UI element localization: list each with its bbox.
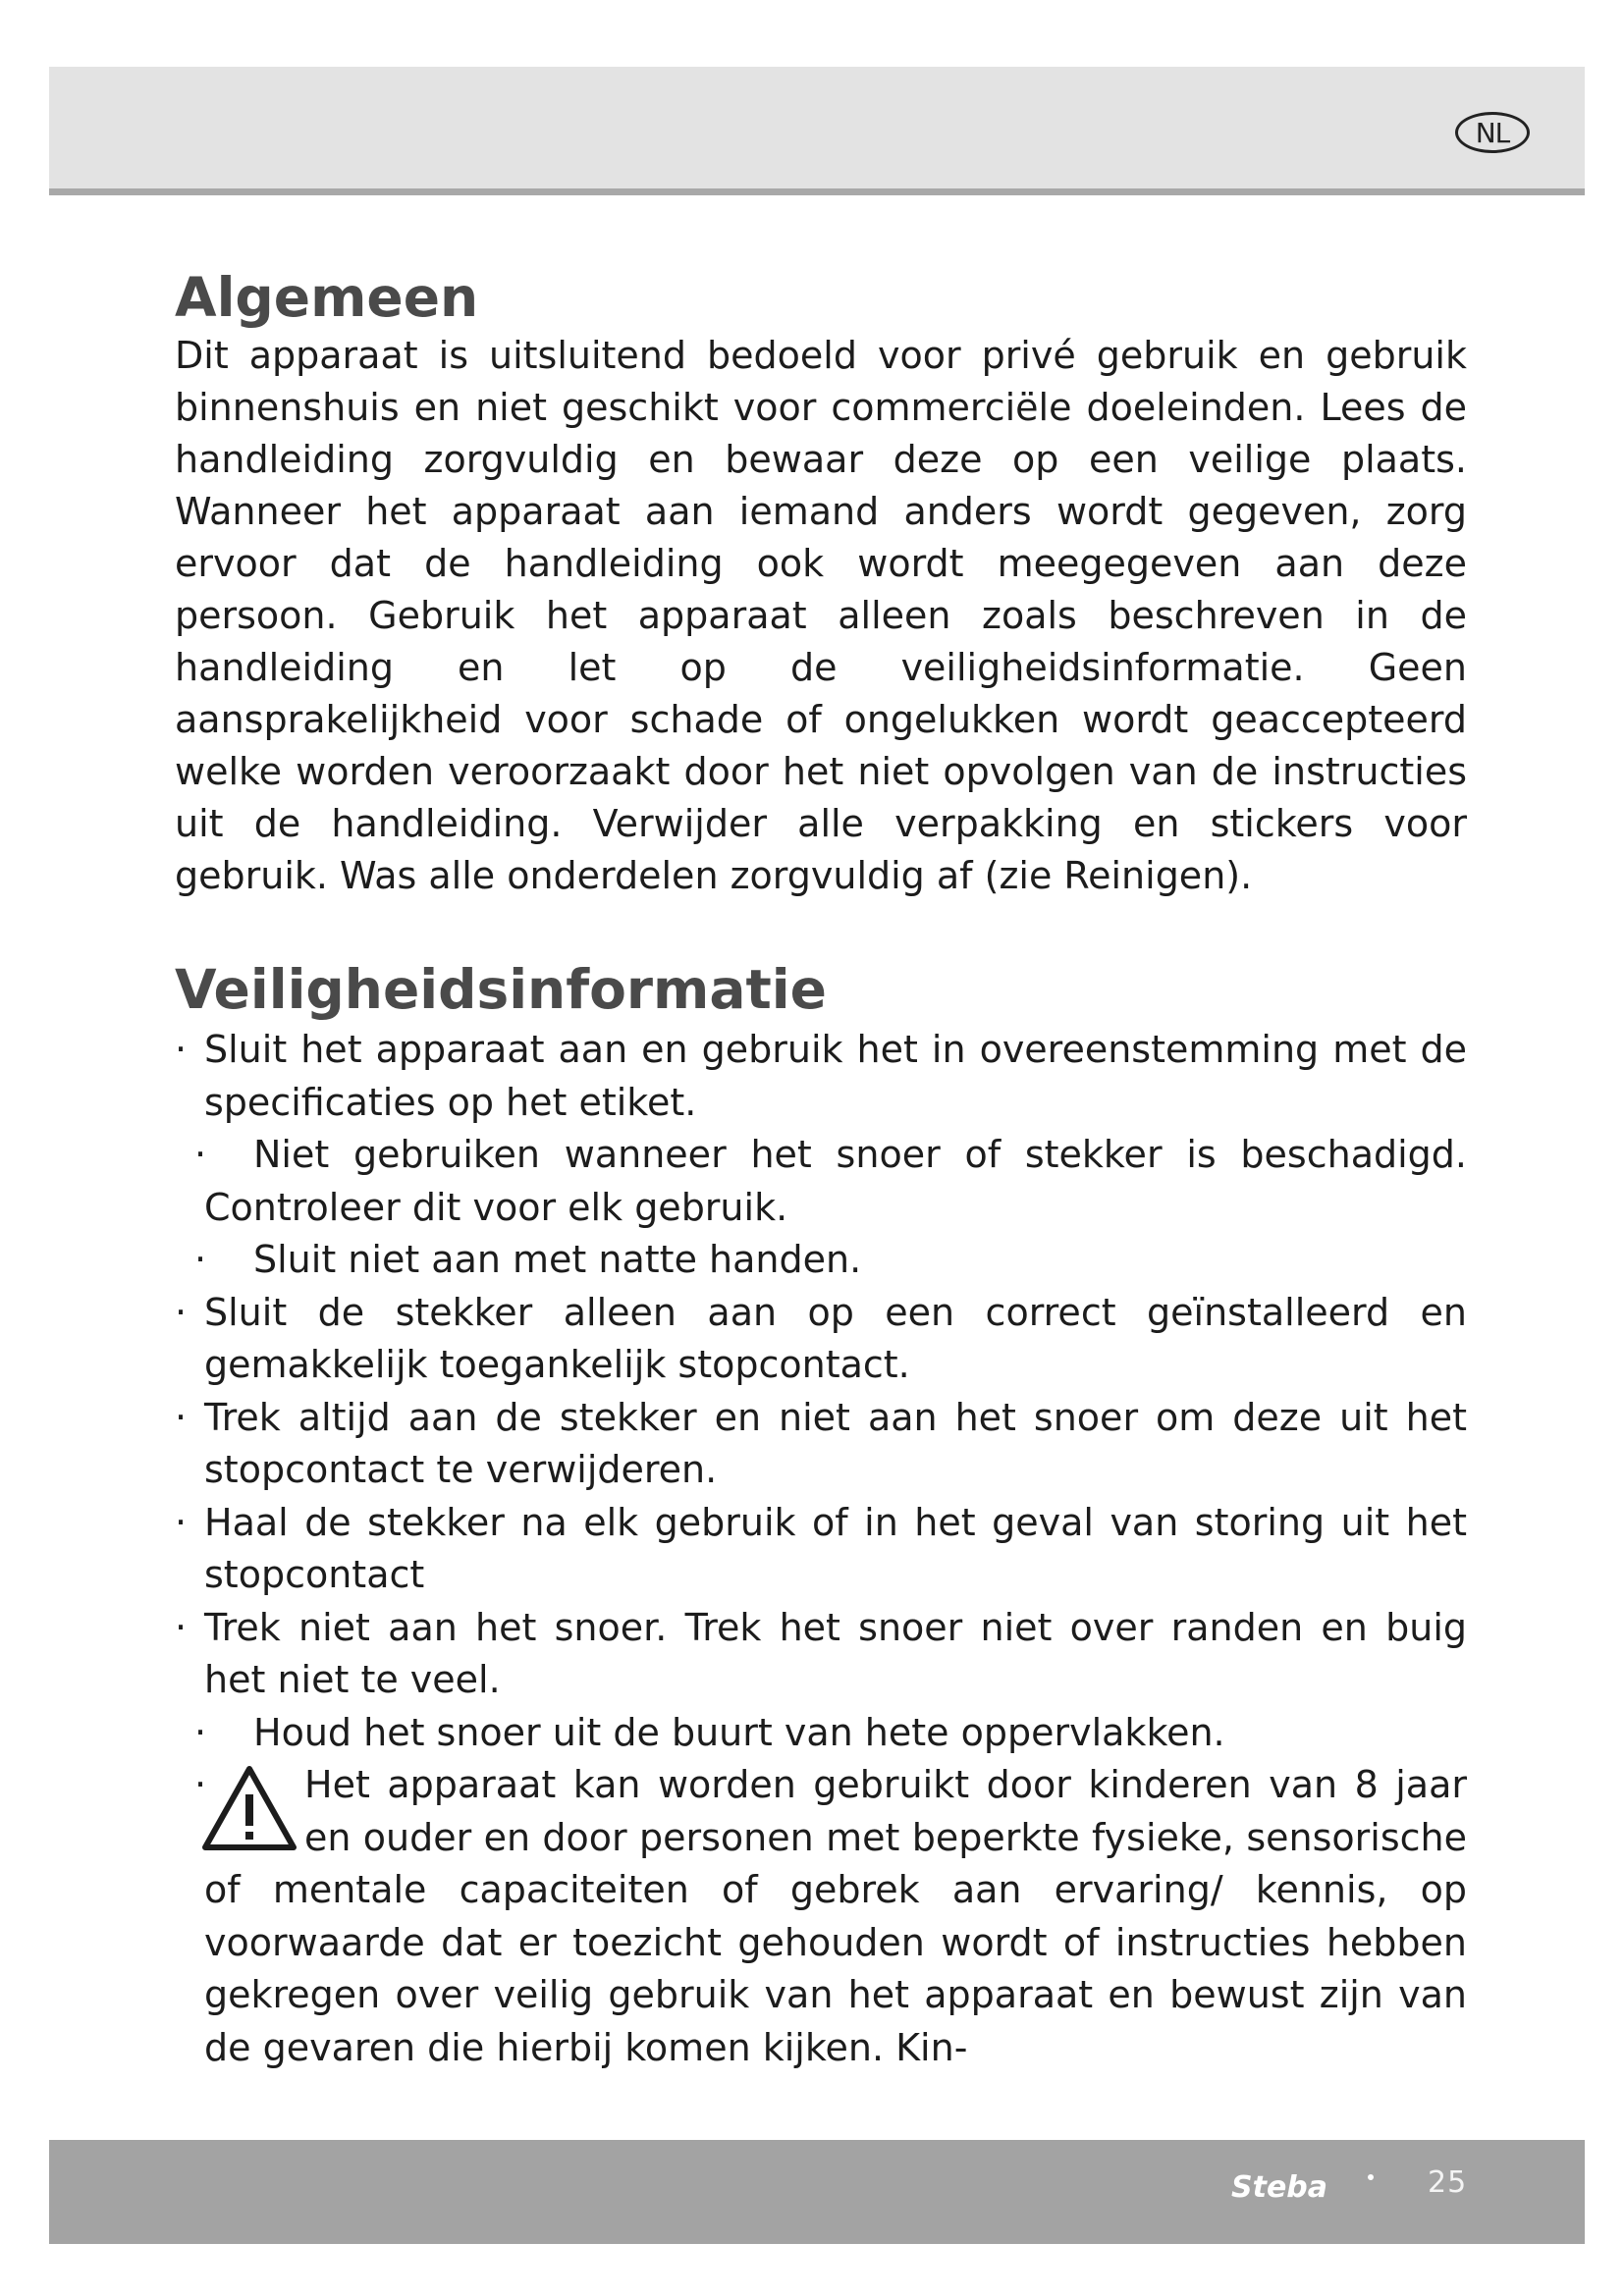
safety-item (175, 1707, 1467, 1760)
section-heading-general: Algemeen (175, 266, 479, 329)
page-number: 25 (1428, 2165, 1468, 2200)
warning-triangle-icon (200, 1763, 298, 1853)
safety-item: · Trek niet aan het snoer. Trek het snoer niet over randen en buig het niet te veel. (175, 1602, 1467, 1707)
svg-text:Steba: Steba (1231, 2170, 1328, 2205)
header-divider (49, 188, 1585, 195)
general-paragraph: Dit apparaat is uitsluitend bedoeld voor privé gebruik en gebruik binnenshuis en niet geschikt voor commerciële doeleinden. Lees de handleiding zorgvuldig en bewaar deze op een veilige plaats. Wanneer het apparaat aan iemand anders wordt gegeven, zorg ervoor dat de handleiding ook wordt meegegeven aan deze persoon. Gebruik het apparaat alleen zoals beschreven in de handleiding en let op de veiligheidsinformatie. Geen aansprakelijkheid voor schade of ongelukken wordt geaccepteerd welke worden veroorzaakt door het niet opvolgen van de instructies uit de handleiding. Verwijder alle verpakking en stickers voor gebruik. Was alle onderdelen zorgvuldig af (zie Reinigen). (175, 334, 1467, 897)
language-badge: NL (1455, 112, 1530, 153)
safety-item-text: Sluit niet aan met natte handen. (253, 1238, 862, 1281)
section-heading-safety: Veiligheidsinformatie (175, 958, 827, 1021)
safety-item (175, 1129, 1467, 1234)
page-content (175, 265, 1467, 2074)
safety-item-text: Niet gebruiken wanneer het snoer of stekker is beschadigd. (253, 1133, 1467, 1176)
safety-item: · Haal de stekker na elk gebruik of in het geval van storing uit het stopcontact (175, 1497, 1467, 1602)
safety-item-text: Houd het snoer uit de buurt van hete oppervlakken. (253, 1710, 1225, 1754)
safety-item-text: Het apparaat kan worden gebruikt door kinderen van 8 jaar en ouder en door personen met beperkte fysieke, sensorische of mentale capaciteiten of gebrek aan ervaring/ kennis, op voorwaarde dat er toezicht gehouden wordt of instructies hebben gekregen over veilig gebruik van het apparaat en bewust zijn van de gevaren die hierbij komen kijken. Kin- (204, 1763, 1467, 2069)
safety-item (175, 1234, 1467, 1287)
safety-item-warning (175, 1759, 1467, 2074)
steba-logo (1227, 2169, 1384, 2209)
safety-list (175, 1024, 1467, 2074)
safety-item: · Trek altijd aan de stekker en niet aan het snoer om deze uit het stopcontact te verwijderen. (175, 1392, 1467, 1497)
safety-item-continuation: Controleer dit voor elk gebruik. (204, 1185, 788, 1229)
safety-item: · Sluit het apparaat aan en gebruik het in overeenstemming met de specificaties op het etiket. (175, 1024, 1467, 1129)
safety-item: · Sluit de stekker alleen aan op een correct geïnstalleerd en gemakkelijk toegankelijk stopcontact. (175, 1287, 1467, 1392)
header-band (49, 67, 1585, 188)
